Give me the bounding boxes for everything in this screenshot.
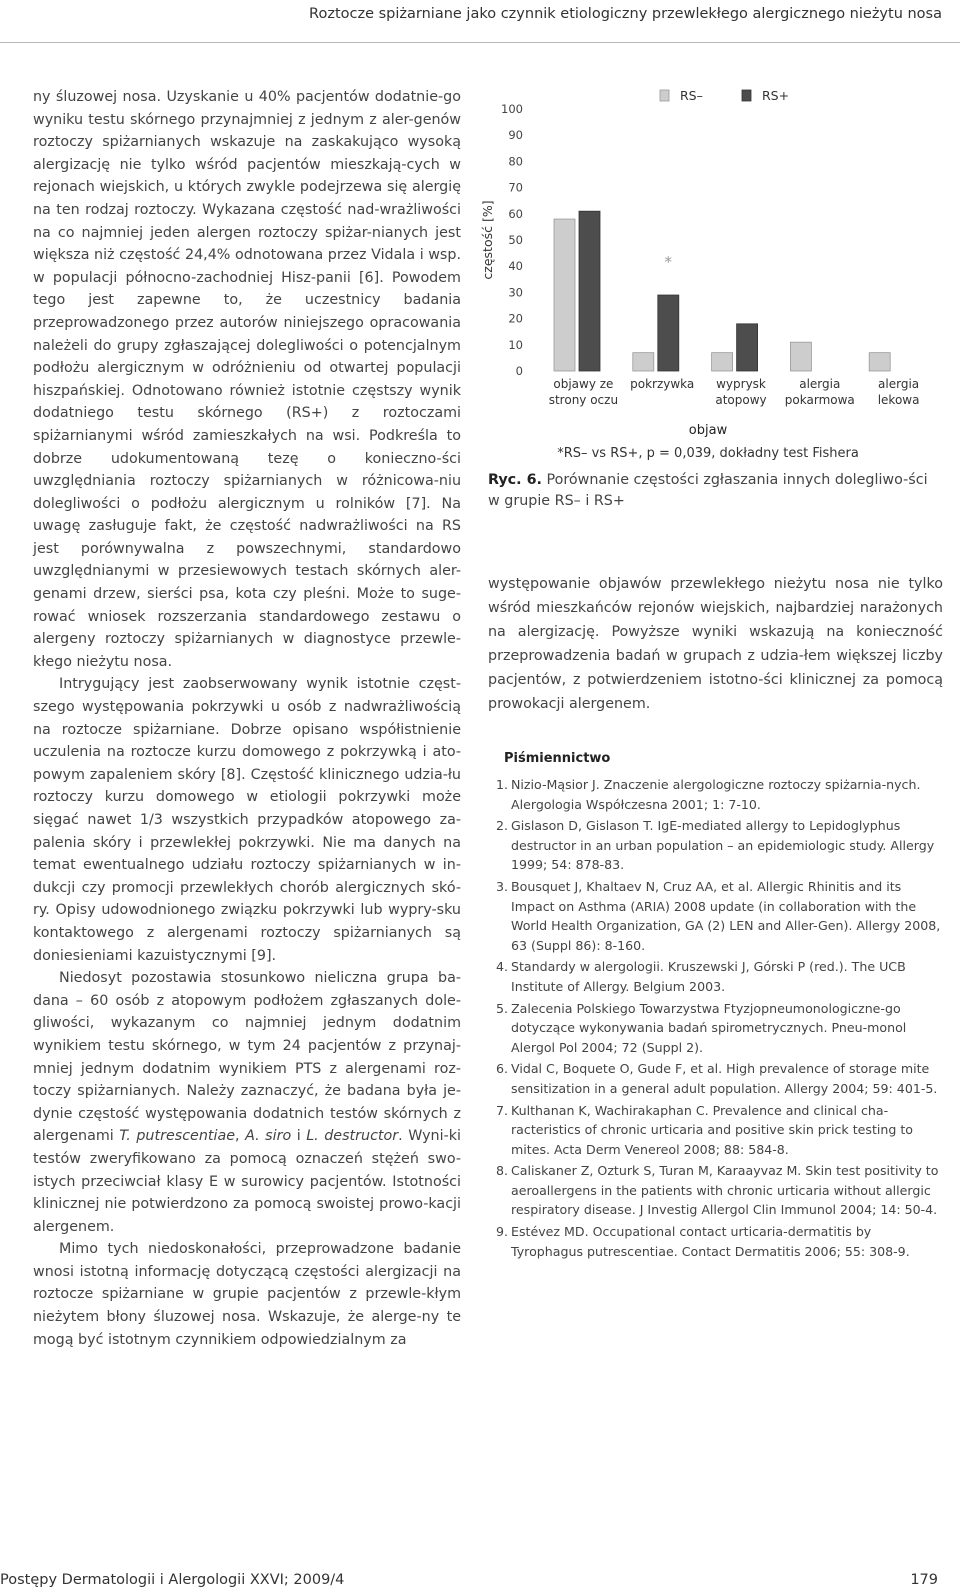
bar-chart [478, 82, 948, 472]
y-tick-label: 20 [508, 311, 523, 326]
reference-item [488, 775, 943, 814]
paragraph: Intrygujący jest zaobserwowany wynik istotnie częst-szego występowania pokrzywki u osób z nadwrażliwością na roztocze spiżarniane. Dobrze opisano współistnienie uczulenia na roztocze kurzu domowego z pokrzywką i ato-powym zapaleniem skóry [8]. Częstość klinicznego udzia-łu roztoczy kurzu domowego w etiologii pokrzywki może sięgać nawet 1/3 wszystkich przypadków atopowego za-palenia skóry i przewlekłej pokrzywki. Nie ma danych na temat ewentualnego udziału roztoczy spiżarnianych w in-dukcji czy promocji przewlekłych chorób alergicznych skó-ry. Opisy udowodnionego związku pokrzywki lub wypry-sku kontaktowego z alergenami roztoczy spiżarnianych są doniesieniami kazuistycznymi [9]. [33, 676, 461, 964]
bar-rs-minus [712, 353, 733, 371]
legend-swatch [660, 90, 669, 101]
x-tick-label: strony oczu [548, 393, 619, 407]
x-tick-label: pokrzywka [630, 377, 695, 391]
reference-text: Vidal C, Boquete O, Gude F, et al. High prevalence of storage mite sensitization in a general adult population. Allergy 2004; 59: 401-5. [511, 1061, 938, 1096]
right-paragraph: występowanie objawów przewlekłego nieżytu nosa nie tylko wśród mieszkańców rejonów wiejskich, najbardziej narażonych na alergizację. Powyższe wyniki wskazują na konieczność przeprowadzenia badań w grupach z udzia-łem większej liczby pacjentów, z potwierdzeniem istotno-ści klinicznej za pomocą prowokacji alergenem. [488, 576, 943, 712]
y-tick-label: 10 [508, 337, 523, 352]
figure-caption-text: Porównanie częstości zgłaszania innych dolegliwo-ści w grupie RS– i RS+ [488, 472, 928, 509]
bar-rs-plus [579, 211, 600, 371]
y-tick-label: 90 [508, 128, 523, 143]
reference-number: 5. [495, 1000, 508, 1016]
reference-item [488, 1222, 943, 1261]
reference-number: 1. [495, 777, 508, 792]
reference-number: 7. [495, 1102, 508, 1118]
running-header [0, 0, 960, 43]
y-tick-label: 0 [515, 364, 523, 378]
paragraph: Mimo tych niedoskonałości, przeprowadzone badanie wnosi istotną informację dotyczącą częstości alergizacji na roztocze spiżarniane w grupie pacjentów z przewle-kłym nieżytem błony śluzowej nosa. Wskazuje, że alerge-ny te mogą być istotnym czynnikiem odpowiedzialnym za [33, 1241, 461, 1348]
x-tick-label: atopowy [715, 393, 767, 407]
species-name: T. putrescentiae [119, 1128, 236, 1145]
paragraph-text: Niedosyt pozostawia stosunkowo nieliczna grupa ba-dana – 60 osób z atopowym podłożem zgłaszanych dole-gliwości, wykazanym co najmniej jednym dodatnim wynikiem testu skórnego, w tym 24 pacjentów z przynaj-mniej jednym dodatnim wynikiem PTS z alergenami roz-toczy spiżarnianych. Należy zaznaczyć, że badana była je-dynie częstość występowania dodatnich testów skórnych z alergenami [33, 970, 461, 1145]
left-column [33, 86, 461, 1351]
separator: , [235, 1128, 246, 1145]
reference-item [488, 877, 943, 955]
reference-item [488, 999, 943, 1058]
references-list [488, 775, 943, 1263]
bar-rs-plus [737, 324, 758, 371]
species-name: A. siro [245, 1128, 292, 1145]
reference-text: Bousquet J, Khaltaev N, Cruz AA, et al. Allergic Rhinitis and its Impact on Asthma (ARIA) 2008 update (in collaboration with the World Health Organization, GA (2) LEN and Aller-Gen). Allergy 2008, 63 (Suppl 86): 8-160. [511, 878, 941, 953]
page-number: 179 [910, 1572, 938, 1588]
reference-text: Nizio-Mąsior J. Znaczenie alergologiczne roztoczy spiżarnia-nych. Alergologia Współczesna 2001; 1: 7-10. [511, 777, 921, 812]
x-tick-label: objawy ze [553, 377, 614, 391]
reference-text: Estévez MD. Occupational contact urticaria-dermatitis by Tyrophagus putrescentiae. Contact Dermatitis 2006; 55: 308-9. [511, 1224, 910, 1259]
reference-number: 8. [495, 1163, 508, 1179]
reference-number: 4. [495, 959, 508, 975]
reference-item [488, 957, 943, 996]
bar-rs-minus [554, 219, 575, 371]
chart-footnote: *RS– vs RS+, p = 0,039, dokładny test Fishera [557, 446, 859, 461]
footer-journal: Postępy Dermatologii i Alergologii XXVI; 2009/4 [0, 1572, 345, 1588]
y-tick-label: 50 [508, 233, 523, 247]
y-tick-label: 30 [508, 285, 523, 300]
significance-marker: * [664, 253, 673, 272]
bar-rs-minus [790, 342, 811, 371]
y-tick-label: 40 [508, 259, 523, 274]
x-tick-label: wyprysk [716, 377, 766, 391]
figure-label: Ryc. 6. [488, 472, 542, 488]
x-tick-label: alergia [878, 377, 920, 391]
reference-text: Standardy w alergologii. Kruszewski J, Górski P (red.). The UCB Institute of Allergy. Belgium 2003. [511, 959, 906, 994]
reference-number: 3. [495, 878, 508, 894]
x-tick-label: lekowa [877, 393, 920, 407]
reference-text: Zalecenia Polskiego Towarzystwa Ftyzjopneumonologiczne-go dotyczące wykonywania badań spirometrycznych. Pneu-monol Alergol Pol 2004; 72 (Suppl 2). [511, 1000, 907, 1055]
reference-item [488, 1161, 943, 1220]
reference-item [488, 816, 943, 875]
y-tick-label: 100 [501, 102, 523, 116]
reference-number: 9. [495, 1224, 508, 1240]
x-tick-label: pokarmowa [784, 393, 855, 407]
y-tick-label: 80 [508, 154, 523, 169]
paragraph-text: . Wyni-ki testów zweryfikowano za pomocą oznaczeń stężeń swo-istych przeciwciał klasy E w surowicy pacjentów. Istotności klinicznej nie potwierdzono za pomocą swoistej prowo-kacji alergenem. [33, 1128, 462, 1235]
paragraph: ny śluzowej nosa. Uzyskanie u 40% pacjentów dodatnie-go wyniku testu skórnego przynajmniej z jednym z aler-genów roztoczy spiżarnianych wskazuje na zaskakująco wysoką alergizację nie tylko wśród pacjentów mieszkają-cych w rejonach wiejskich, u których zwykle podejrzewa się alergię na ten rodzaj roztoczy. Wykazana częstość nad-wrażliwości na co najmniej jeden alergen roztoczy spiżar-nianych jest większa niż częstość 24,4% odnotowana przez Vidala i wsp. w populacji północno-zachodniej Hisz-panii [6]. Powodem tego jest zapewne to, że uczestnicy badania przeprowadzonego przez autorów niniejszego opracowania należeli do grupy zgłaszającej dolegliwości o potencjalnym podłożu alergicznym w odróżnieniu od otwartej populacji hiszpańskiej. Odnotowano również istotnie częstszy wynik dodatniego testu skórnego (RS+) z roztoczami spiżarnianymi wśród zamieszkałych na wsi. Podkreśla to dobrze udokumentowaną tezę o konieczno-ści uwzględniania roztoczy spiżarnianych w różnicowa-niu dolegliwości o podłożu alergicznym u rolników [7]. Na uwagę zasługuje fakt, że częstość nadwrażliwości na RS jest porównywalna z powszechnymi, standardowo uwzględnianymi w przesiewowych testach skórnych aler-genami drzew, sierści psa, kota czy pleśni. Może to suge-rować wniosek rozszerzania standardowego zestawu o alergeny roztoczy spiżarnianych w diagnostyce przewle-kłego nieżytu nosa. [33, 89, 461, 670]
paragraph [33, 967, 461, 1238]
reference-text: Gislason D, Gislason T. IgE-mediated allergy to Lepidoglyphus destructor in an urban population – an epidemiologic study. Allergy 1999; 54: 878-83. [511, 818, 935, 873]
y-tick-label: 70 [508, 180, 523, 195]
bar-rs-plus [658, 295, 679, 371]
reference-item [488, 1101, 943, 1160]
reference-number: 2. [495, 818, 508, 834]
legend-swatch [742, 90, 751, 101]
running-title: Roztocze spiżarniane jako czynnik etiologiczny przewlekłego alergicznego nieżytu nosa [309, 6, 942, 22]
legend-label: RS– [680, 88, 703, 103]
references-title: Piśmiennictwo [504, 751, 611, 766]
x-axis-label: objaw [688, 423, 728, 438]
legend-label: RS+ [762, 88, 790, 103]
separator: i [291, 1128, 307, 1145]
x-tick-label: alergia [799, 377, 841, 391]
y-axis-label: częstość [%] [480, 200, 495, 280]
bar-rs-minus [869, 353, 890, 371]
chart-svg [478, 82, 948, 472]
bar-rs-minus [633, 353, 654, 371]
reference-text: Caliskaner Z, Ozturk S, Turan M, Karaayvaz M. Skin test positivity to aeroallergens in the patients with chronic urticaria without allergic respiratory disease. J Investig Allergol Clin Immunol 2004; 14: 50-4. [511, 1163, 939, 1218]
reference-number: 6. [495, 1061, 508, 1077]
reference-item [488, 1059, 943, 1098]
y-tick-label: 60 [508, 206, 523, 221]
species-name: L. destructor [306, 1128, 399, 1145]
figure-caption [488, 470, 943, 512]
reference-text: Kulthanan K, Wachirakaphan C. Prevalence and clinical cha-racteristics of chronic urticaria and positive skin prick testing to mites. Acta Derm Venereol 2008; 88: 584-8. [511, 1102, 913, 1157]
